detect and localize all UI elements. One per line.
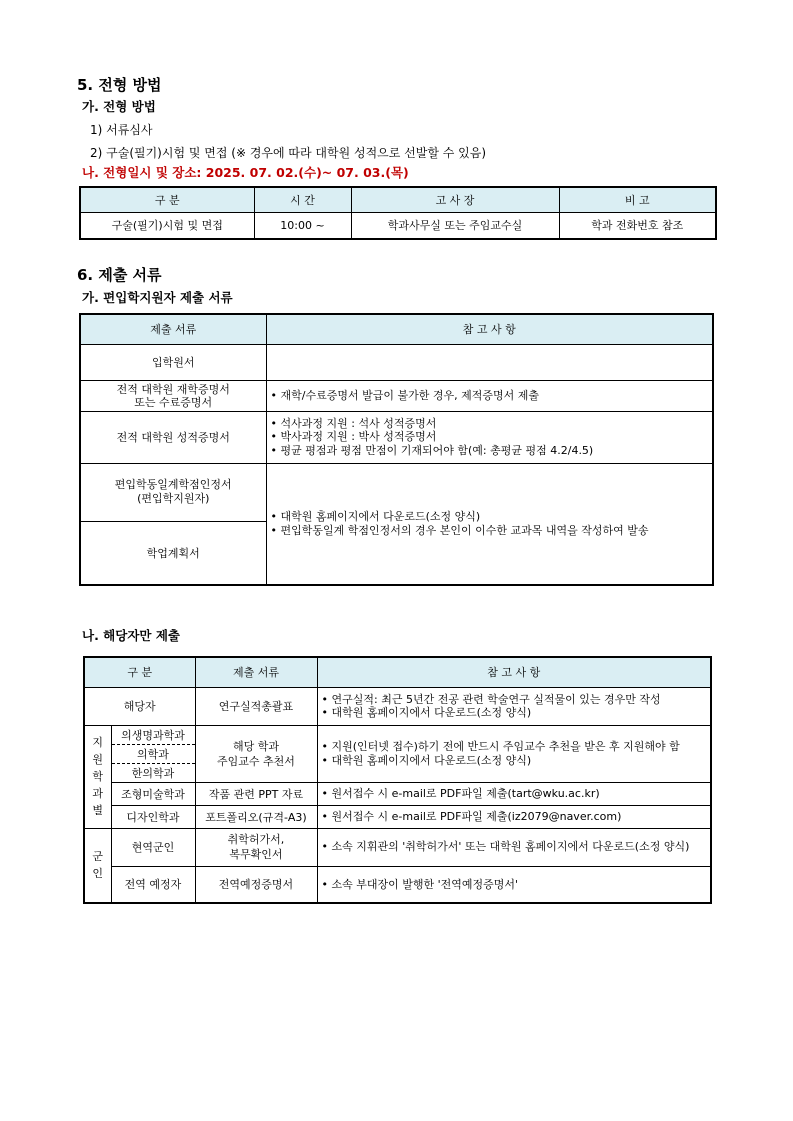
section-5-sub-a: 가. 전형 방법 bbox=[82, 99, 156, 114]
applicable-documents-table bbox=[83, 656, 712, 904]
doc-portfolio: 포트폴리오(규격-A3) bbox=[195, 805, 317, 828]
exam-schedule-table bbox=[79, 186, 717, 240]
header-venue: 고 사 장 bbox=[351, 187, 559, 212]
header-category: 구 분 bbox=[84, 657, 195, 687]
doc-enrollment-cert: 전적 대학원 재학증명서 또는 수료증명서 bbox=[80, 380, 266, 411]
dept-active-duty: 현역군인 bbox=[111, 828, 195, 866]
header-time: 시 간 bbox=[254, 187, 351, 212]
doc-study-plan: 학업계획서 bbox=[80, 521, 266, 585]
dept-medicine: 의학과 bbox=[111, 744, 195, 763]
dept-discharge: 전역 예정자 bbox=[111, 866, 195, 903]
group-label-department: 지 원 학 과 별 bbox=[84, 725, 111, 828]
note-enrollment-permit: • 소속 지휘관의 '취학허가서' 또는 대학원 홈페이지에서 다운로드(소정 양식) bbox=[317, 828, 711, 866]
doc-enrollment-permit: 취학허가서, 복무확인서 bbox=[195, 828, 317, 866]
section-5-item-1: 1) 서류심사 bbox=[90, 123, 153, 137]
header-notes: 참 고 사 항 bbox=[266, 314, 713, 344]
cell-venue: 학과사무실 또는 주임교수실 bbox=[351, 212, 559, 239]
doc-research-summary: 연구실적총괄표 bbox=[195, 687, 317, 725]
header-category: 구 분 bbox=[80, 187, 254, 212]
transfer-documents-table bbox=[79, 313, 714, 586]
doc-recommendation: 해당 학과 주임교수 추천서 bbox=[195, 725, 317, 782]
section-5-sub-b: 나. 전형일시 및 장소: 2025. 07. 02.(수)~ 07. 03.(목) bbox=[82, 165, 409, 180]
note-enrollment-cert: • 재학/수료증명서 발급이 불가한 경우, 제적증명서 제출 bbox=[266, 380, 713, 411]
cell-category: 구술(필기)시험 및 면접 bbox=[80, 212, 254, 239]
header-document: 제출 서류 bbox=[80, 314, 266, 344]
note-transcript: • 석사과정 지원 : 석사 성적증명서 • 박사과정 지원 : 박사 성적증명서 • 평균 평점과 평점 만점이 기재되어야 함(예: 총평균 평점 4.2/4.5) bbox=[266, 411, 713, 463]
note-portfolio: • 원서접수 시 e-mail로 PDF파일 제출(iz2079@naver.com) bbox=[317, 805, 711, 828]
note-ppt: • 원서접수 시 e-mail로 PDF파일 제출(tart@wku.ac.kr) bbox=[317, 782, 711, 805]
dept-biomedical: 의생명과학과 bbox=[111, 725, 195, 744]
doc-discharge-cert: 전역예정증명서 bbox=[195, 866, 317, 903]
section-6-sub-b: 나. 해당자만 제출 bbox=[82, 628, 180, 643]
section-5-title: 5. 전형 방법 bbox=[77, 76, 162, 94]
group-label-military: 군 인 bbox=[84, 828, 111, 903]
doc-transcript: 전적 대학원 성적증명서 bbox=[80, 411, 266, 463]
cell-remark: 학과 전화번호 참조 bbox=[559, 212, 716, 239]
note-download: • 대학원 홈페이지에서 다운로드(소정 양식) • 편입학동일계 학점인정서의 경우 본인이 이수한 교과목 내역을 작성하여 발송 bbox=[266, 463, 713, 585]
header-remark: 비 고 bbox=[559, 187, 716, 212]
section-6-title: 6. 제출 서류 bbox=[77, 266, 162, 284]
note-recommendation: • 지원(인터넷 접수)하기 전에 반드시 주임교수 추천을 받은 후 지원해야 함 • 대학원 홈페이지에서 다운로드(소정 양식) bbox=[317, 725, 711, 782]
dept-fine-art: 조형미술학과 bbox=[111, 782, 195, 805]
doc-application: 입학원서 bbox=[80, 344, 266, 380]
section-5-item-2: 2) 구술(필기)시험 및 면접 (※ 경우에 따라 대학원 성적으로 선발할 수 있음) bbox=[90, 146, 487, 160]
header-document: 제출 서류 bbox=[195, 657, 317, 687]
header-notes: 참 고 사 항 bbox=[317, 657, 711, 687]
note-empty bbox=[266, 344, 713, 380]
note-research-summary: • 연구실적: 최근 5년간 전공 관련 학술연구 실적물이 있는 경우만 작성 • 대학원 홈페이지에서 다운로드(소정 양식) bbox=[317, 687, 711, 725]
dept-design: 디자인학과 bbox=[111, 805, 195, 828]
dept-korean-medicine: 한의학과 bbox=[111, 763, 195, 782]
doc-ppt: 작품 관련 PPT 자료 bbox=[195, 782, 317, 805]
cat-applicable: 해당자 bbox=[84, 687, 195, 725]
cell-time: 10:00 ~ bbox=[254, 212, 351, 239]
note-discharge-cert: • 소속 부대장이 발행한 '전역예정증명서' bbox=[317, 866, 711, 903]
doc-credit-recognition: 편입학동일계학점인정서 (편입학지원자) bbox=[80, 463, 266, 521]
section-6-sub-a: 가. 편입학지원자 제출 서류 bbox=[82, 290, 233, 305]
